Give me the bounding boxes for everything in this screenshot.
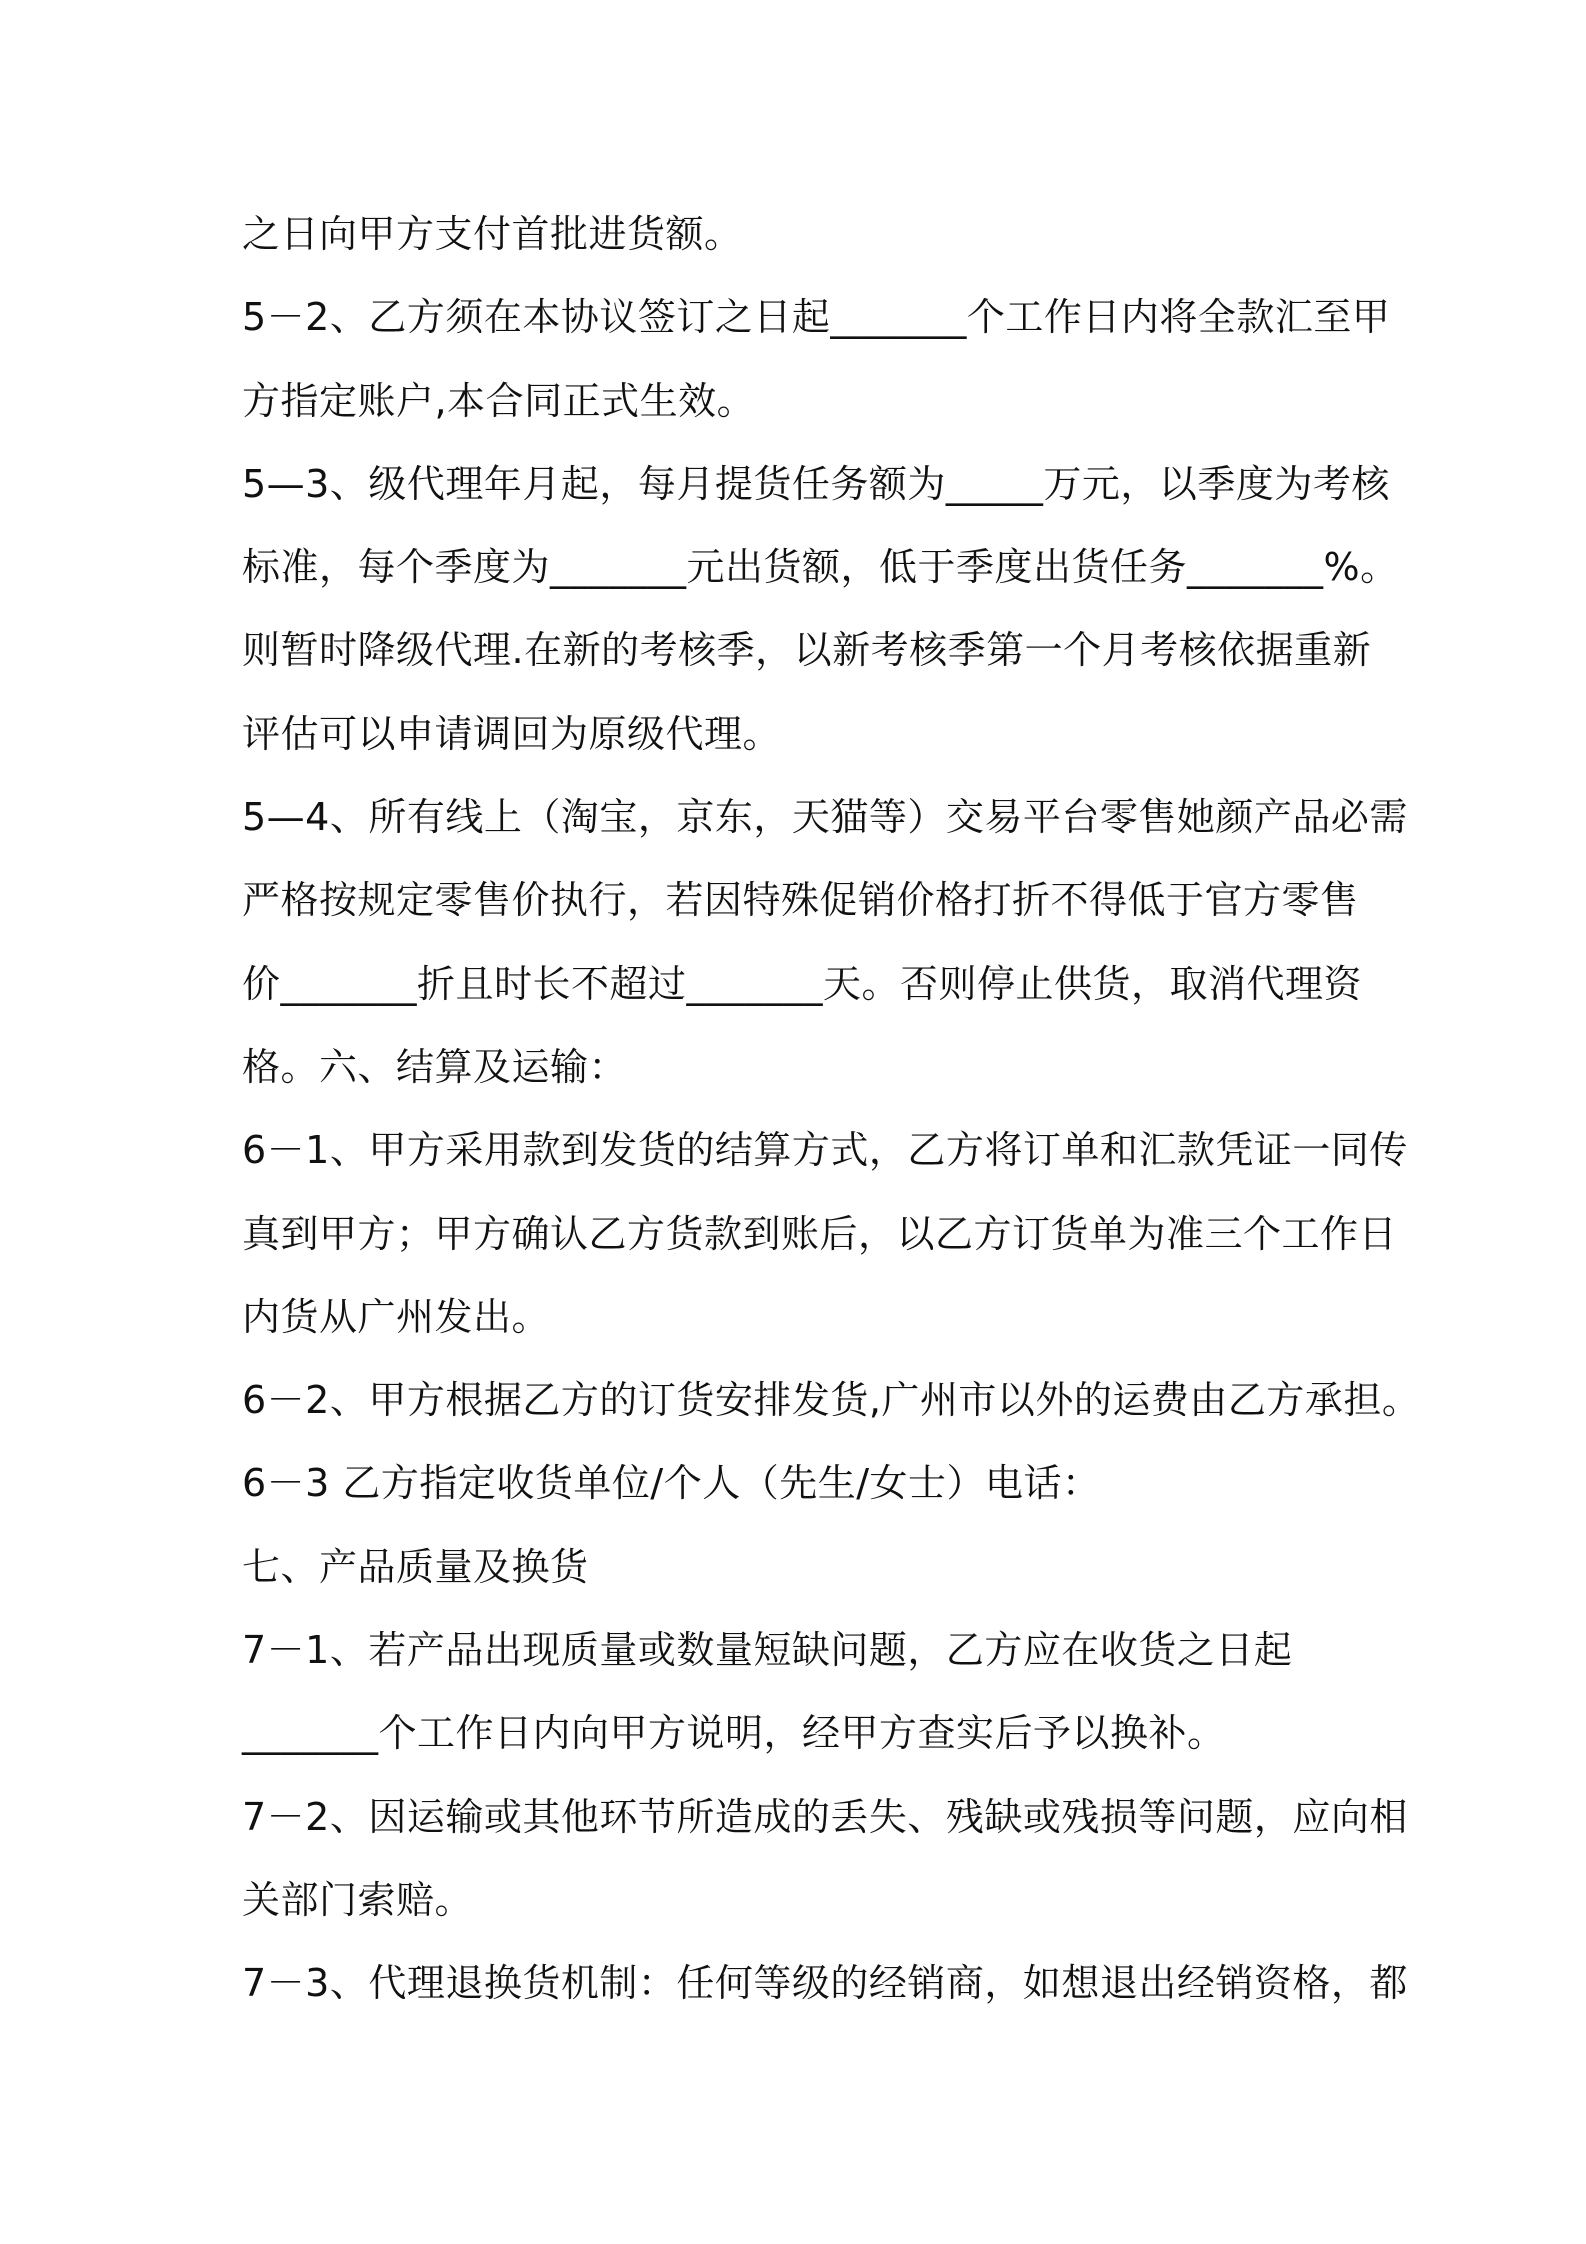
text-line: _______个工作日内向甲方说明，经甲方查实后予以换补。 xyxy=(242,1711,1226,1756)
text-line: 之日向甲方支付首批进货额。 xyxy=(242,212,743,256)
text-line: 6－1、甲方采用款到发货的结算方式，乙方将订单和汇款凭证一同传 xyxy=(242,1128,1408,1173)
text-line: 格。六、结算及运输： xyxy=(242,1044,628,1089)
text-line: 5—4、所有线上（淘宝，京东，天猫等）交易平台零售她颜产品必需 xyxy=(242,795,1408,840)
text-line: 价_______折且时长不超过_______天。否则停止供货，取消代理资 xyxy=(242,961,1363,1006)
document-body xyxy=(242,193,1421,2026)
text-line: 评估可以申请调回为原级代理。 xyxy=(242,711,782,756)
text-line: 7－2、因运输或其他环节所造成的丢失、残缺或残损等问题，应向相 xyxy=(242,1794,1408,1839)
text-line: 方指定账户,本合同正式生效。 xyxy=(242,378,756,423)
text-line: 标准，每个季度为_______元出货额，低于季度出货任务_______%。 xyxy=(242,545,1399,590)
text-line: 严格按规定零售价执行，若因特殊促销价格打折不得低于官方零售 xyxy=(242,878,1359,923)
section-heading: 七、产品质量及换货 xyxy=(242,1544,589,1589)
text-line: 6－2、甲方根据乙方的订货安排发货,广州市以外的运费由乙方承担。 xyxy=(242,1378,1421,1423)
text-line: 5－2、乙方须在本协议签订之日起_______个工作日内将全款汇至甲 xyxy=(242,295,1391,340)
text-line: 5—3、级代理年月起，每月提货任务额为_____万元，以季度为考核 xyxy=(242,461,1390,506)
text-line: 6－3 乙方指定收货单位/个人（先生/女士）电话： xyxy=(242,1461,1101,1506)
text-line: 真到甲方；甲方确认乙方货款到账后，以乙方订货单为准三个工作日 xyxy=(242,1211,1398,1256)
text-line: 内货从广州发出。 xyxy=(242,1294,551,1339)
text-line: 关部门索赔。 xyxy=(242,1877,474,1922)
text-line: 7－1、若产品出现质量或数量短缺问题，乙方应在收货之日起 xyxy=(242,1628,1293,1673)
text-line: 7－3、代理退换货机制：任何等级的经销商，如想退出经销资格，都 xyxy=(242,1961,1408,2006)
text-line: 则暂时降级代理.在新的考核季，以新考核季第一个月考核依据重新 xyxy=(242,628,1372,673)
